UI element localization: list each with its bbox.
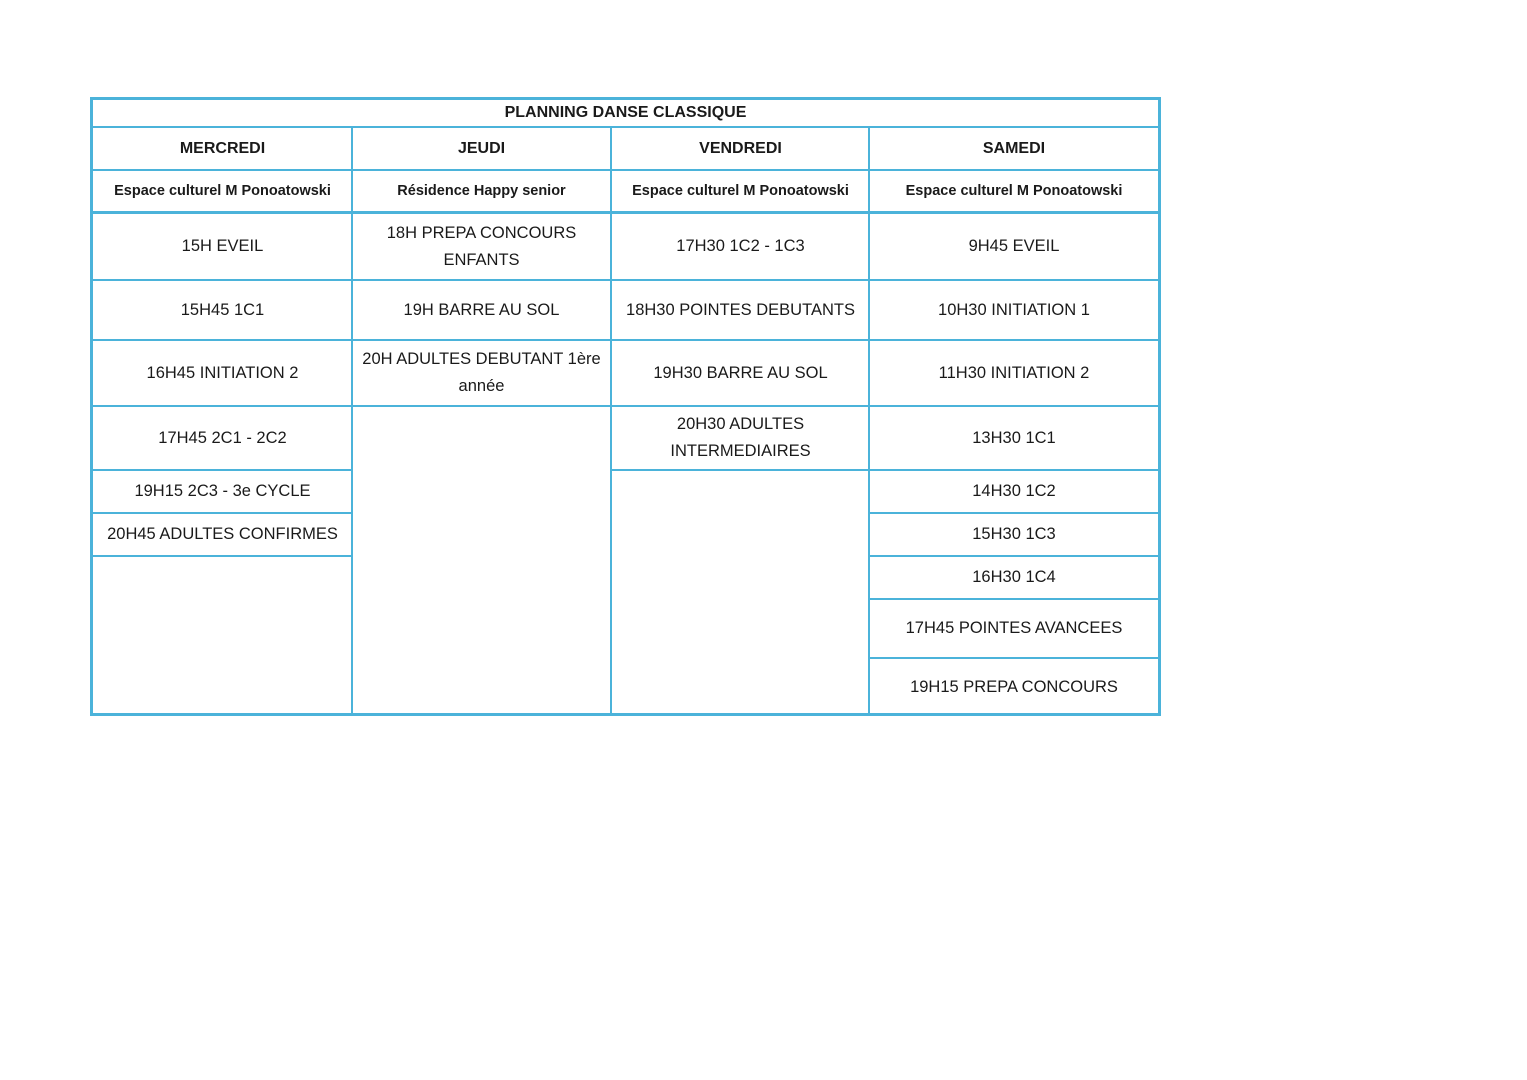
class-slot: 19H15 PREPA CONCOURS [910, 678, 1118, 696]
class-slot: 11H30 INITIATION 2 [870, 341, 1158, 407]
class-slot: 20H ADULTES DEBUTANT 1ère année [353, 341, 610, 407]
class-slot: 17H30 1C2 - 1C3 [612, 214, 869, 281]
class-slot: 15H30 1C3 [870, 514, 1158, 557]
class-slot: 16H45 INITIATION 2 [93, 341, 352, 407]
class-slot: 14H30 1C2 [870, 471, 1158, 514]
column-jeudi [351, 128, 610, 716]
venue-header: Résidence Happy senior [353, 171, 610, 214]
class-slot: 19H30 BARRE AU SOL [612, 341, 869, 407]
class-slot: 15H45 1C1 [93, 281, 352, 341]
class-slot: 20H30 ADULTES INTERMEDIAIRES [612, 407, 869, 471]
venue-header: Espace culturel M Ponoatowski [93, 171, 352, 214]
class-slot: 10H30 INITIATION 1 [870, 281, 1158, 341]
venue-header: Espace culturel M Ponoatowski [870, 171, 1158, 214]
class-slot: 18H30 POINTES DEBUTANTS [612, 281, 869, 341]
class-slot: 20H45 ADULTES CONFIRMES [93, 514, 352, 557]
column-vendredi [610, 128, 869, 716]
class-slot: 15H EVEIL [93, 214, 352, 281]
day-header: JEUDI [353, 128, 610, 171]
column-mercredi [93, 128, 352, 716]
class-slot: 19H BARRE AU SOL [353, 281, 610, 341]
day-header: VENDREDI [612, 128, 869, 171]
class-slot: 16H30 1C4 [870, 557, 1158, 600]
class-slot: 9H45 EVEIL [870, 214, 1158, 281]
class-slot: 13H30 1C1 [870, 407, 1158, 471]
class-slot: 19H15 2C3 - 3e CYCLE [93, 471, 352, 514]
column-samedi [868, 128, 1158, 716]
day-header: MERCREDI [93, 128, 352, 171]
class-slot: 17H45 2C1 - 2C2 [93, 407, 352, 471]
venue-header: Espace culturel M Ponoatowski [612, 171, 869, 214]
day-header: SAMEDI [870, 128, 1158, 171]
table-title: PLANNING DANSE CLASSIQUE [93, 100, 1158, 128]
schedule-table [90, 97, 1161, 716]
class-slot: 18H PREPA CONCOURS ENFANTS [353, 214, 610, 281]
class-slot: 17H45 POINTES AVANCEES [870, 600, 1158, 659]
